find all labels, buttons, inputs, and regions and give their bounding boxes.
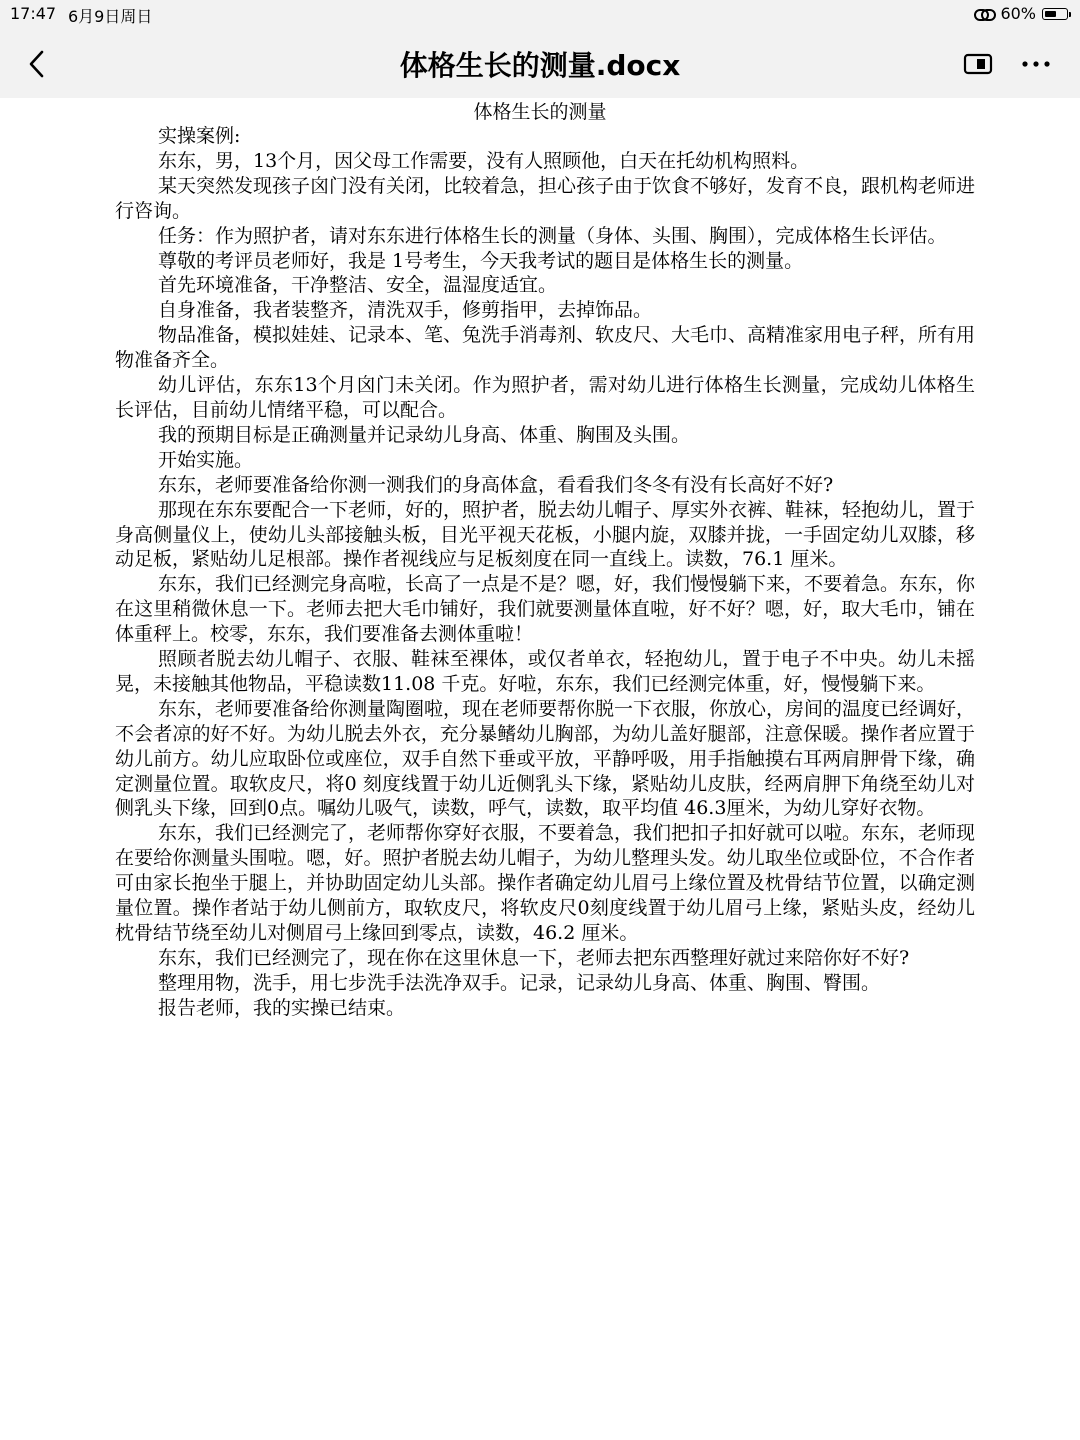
document-paragraph: 东东，我们已经测完身高啦，长高了一点是不是？嗯，好，我们慢慢躺下来，不要着急。东东，你在这里稍微休息一下。老师去把大毛巾铺好，我们就要测量体直啦，好不好？嗯，好，取大毛巾，铺在体重秤上。校零，东东，我们要准备去测体重啦！ (115, 573, 976, 646)
status-right-group (974, 4, 1068, 23)
sidebar-layout-icon (962, 49, 994, 79)
status-bar (0, 0, 1080, 30)
battery-level-fill (1045, 11, 1056, 17)
document-paragraph: 报告老师，我的实操已结束。 (158, 996, 406, 1019)
more-horizontal-icon (1016, 49, 1056, 79)
navigation-bar (0, 30, 1080, 98)
document-paragraph: 那现在东东要配合一下老师，好的，照护者，脱去幼儿帽子、厚实外衣裤、鞋袜，轻抱幼儿，置于身高侧量仪上，使幼儿头部接触头板，目光平视天花板，小腿内旋，双膝并拢，一手固定幼儿双膝，移动足板，紧贴幼儿足根部。操作者视线应与足板刻度在同一直线上。读数，76.1 厘米。 (115, 498, 976, 571)
document-paragraph: 东东，我们已经测完了，老师帮你穿好衣服，不要着急，我们把扣子扣好就可以啦。东东，老师现在要给你测量头围啦。嗯，好。照护者脱去幼儿帽子，为幼儿整理头发。幼儿取坐位或卧位，不合作者可由家长抱坐于腿上，并协助固定幼儿头部。操作者确定幼儿眉弓上缘位置及枕骨结节位置，以确定测量位置。操作者站于幼儿侧前方，取软皮尺，将软皮尺0刻度线置于幼儿眉弓上缘，紧贴头皮，经幼儿枕骨结节绕至幼儿对侧眉弓上缘回到零点，读数，46.2 厘米。 (115, 822, 976, 944)
document-body (115, 124, 975, 1021)
document-paragraph: 东东，我们已经测完了，现在你在这里休息一下，老师去把东西整理好就过来陪你好不好? (158, 946, 910, 969)
document-paragraph: 我的预期目标是正确测量并记录幼儿身高、体重、胸围及头围。 (158, 423, 691, 446)
document-paragraph: 开始实施。 (158, 448, 254, 471)
document-paragraph: 物品准备，模拟娃娃、记录本、笔、兔洗手消毒剂、软皮尺、大毛巾、高精准家用电子秤，所有用物准备齐全。 (115, 324, 976, 372)
document-paragraph: 整理用物，洗手，用七步洗手法洗净双手。记录，记录幼儿身高、体重、胸围、臀围。 (158, 971, 881, 994)
document-paragraph: 东东，老师要准备给你测量陶圈啦，现在老师要帮你脱一下衣服，你放心，房间的温度已经调好，不会者凉的好不好。为幼儿脱去外衣，充分暴鳍幼儿胸部，为幼儿盖好腿部，注意保暖。操作者应置于幼儿前方。幼儿应取卧位或座位，双手自然下垂或平放，平静呼吸，用手指触摸右耳两肩胛骨下缘，确定测量位置。取软皮尺，将0 刻度线置于幼儿近侧乳头下缘，紧贴幼儿皮肤，经两肩胛下角绕至幼儿对侧乳头下缘，回到0点。嘱幼儿吸气，读数，呼气，读数，取平均值 46.3厘米，为幼儿穿好衣物。 (115, 697, 976, 820)
document-paragraph: 东东，男，13个月，因父母工作需要，没有人照顾他，白天在托幼机构照料。 (158, 149, 810, 172)
status-time: 17:47 (10, 4, 57, 23)
document-paragraph: 尊敬的考评员老师好，我是 1号考生，今天我考试的题目是体格生长的测量。 (158, 249, 804, 272)
layout-toggle-button[interactable] (962, 49, 994, 79)
document-heading: 体格生长的测量 (473, 101, 607, 123)
document-paragraph: 照顾者脱去幼儿帽子、衣服、鞋袜至裸体，或仅者单衣，轻抱幼儿，置于电子不中央。幼儿未摇晃，未接触其他物品，平稳读数11.08 千克。好啦，东东，我们已经测完体重，好，慢慢躺下来。 (115, 648, 975, 695)
status-date: 6月9日周日 (68, 7, 153, 26)
more-options-button[interactable] (1016, 49, 1056, 79)
document-paragraph: 首先环境准备，干净整洁、安全，温湿度适宜。 (158, 274, 558, 297)
document-filename-title: 体格生长的测量.docx (399, 49, 681, 82)
document-paragraph: 东东，老师要准备给你测一测我们的身高体盒，看看我们冬冬有没有长高好不好? (158, 473, 834, 496)
link-icon (974, 8, 994, 20)
document-page[interactable] (0, 98, 1080, 1440)
battery-icon (1042, 8, 1068, 20)
document-paragraph: 自身准备，我者装整齐，清洗双手，修剪指甲，去掉饰品。 (158, 299, 653, 322)
document-paragraph: 任务：作为照护者，请对东东进行体格生长的测量（身体、头围、胸围），完成体格生长评估。 (158, 224, 947, 247)
document-paragraph: 幼儿评估，东东13个月囟门未关闭。作为照护者，需对幼儿进行体格生长测量，完成幼儿体格生长评估，目前幼儿情绪平稳，可以配合。 (115, 374, 975, 421)
document-paragraph: 某天突然发现孩子囟门没有关闭，比较着急，担心孩子由于饮食不够好，发育不良，跟机构老师进行咨询。 (115, 174, 976, 222)
battery-percent: 60% (1000, 4, 1036, 23)
document-paragraph: 实操案例: (158, 125, 241, 147)
